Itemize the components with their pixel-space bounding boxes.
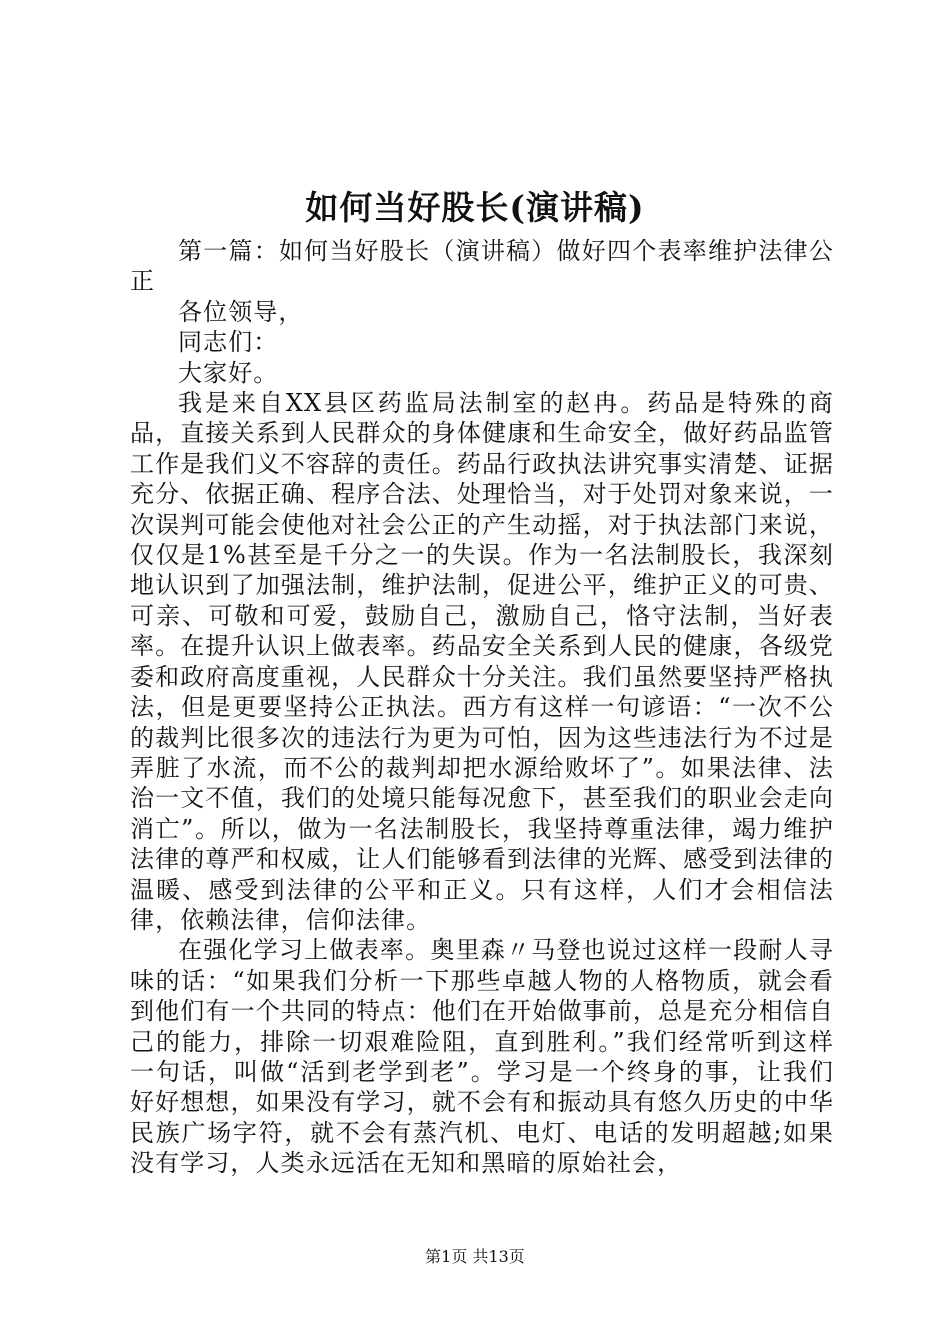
paragraph-introduction: 我是来自XX县区药监局法制室的赵冉。药品是特殊的商品，直接关系到人民群众的身体健康和生命安全，做好药品监管工作是我们义不容辞的责任。药品行政执法讲究事实清楚、证据充分、依据正确、程序合法、处理恰当，对于处罚对象来说，一次误判可能会使他对社会公正的产生动摇，对于执法部门来说，仅仅是1%甚至是千分之一的失误。作为一名法制股长，我深刻地认识到了加强法制，维护法制，促进公平，维护正义的可贵、可亲、可敬和可爱，鼓励自己，激励自己，恪守法制，当好表率。在提升认识上做表率。药品安全关系到人民的健康，各级党委和政府高度重视，人民群众十分关注。我们虽然要坚持严格执法，但是更要坚持公正执法。西方有这样一句谚语：“一次不公的裁判比很多次的违法行为更为可怕，因为这些违法行为不过是弄脏了水流，而不公的裁判却把水源给败坏了”。如果法律、法治一文不值，我们的处境只能每况愈下，甚至我们的职业会走向消亡”。所以，做为一名法制股长，我坚持尊重法律，竭力维护法律的尊严和权威，让人们能够看到法律的光辉、感受到法律的温暖、感受到法律的公平和正义。只有这样，人们才会相信法律，依赖法律，信仰法律。	[130, 389, 834, 934]
document-body	[130, 236, 834, 1179]
page-number-footer: 第1页 共13页	[425, 1247, 525, 1266]
paragraph-heading-line: 第一篇：如何当好股长（演讲稿）做好四个表率维护法律公正	[130, 237, 834, 296]
paragraph-greeting: 大家好。	[178, 358, 279, 387]
document-title: 如何当好股长(演讲稿)	[305, 188, 645, 227]
paragraph-salutation-leaders: 各位领导，	[178, 297, 304, 326]
paragraph-study: 在强化学习上做表率。奥里森〃马登也说过这样一段耐人寻味的话：“如果我们分析一下那些卓越人物的人格物质，就会看到他们有一个共同的特点：他们在开始做事前，总是充分相信自己的能力，排除一切艰难险阻，直到胜利。”我们经常听到这样一句话，叫做“活到老学到老”。学习是一个终身的事，让我们好好想想，如果没有学习，就不会有和振动具有悠久历史的中华民族广场字符，就不会有蒸汽机、电灯、电话的发明超越;如果没有学习，人类永远活在无知和黑暗的原始社会，	[130, 936, 834, 1178]
paragraph-salutation-comrades: 同志们：	[178, 328, 279, 357]
